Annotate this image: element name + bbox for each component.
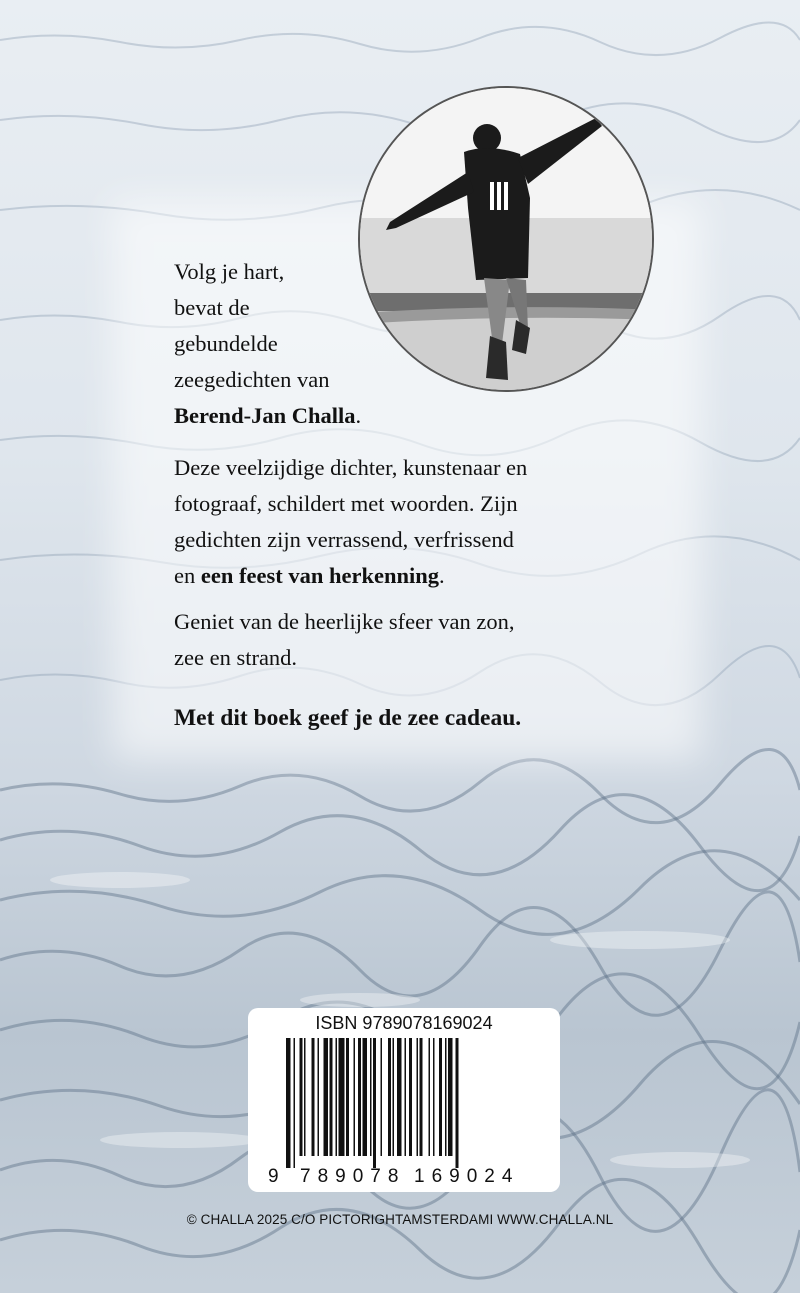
intro-line: bevat de <box>174 295 250 320</box>
barcode-bar <box>405 1038 407 1156</box>
description-line: Deze veelzijdige dichter, kunstenaar en <box>174 455 528 480</box>
barcode-bar <box>381 1038 383 1156</box>
barcode-bar <box>445 1038 447 1156</box>
barcode-bar <box>397 1038 402 1156</box>
isbn-label: ISBN 9789078169024 <box>315 1013 493 1033</box>
tagline: Met dit boek geef je de zee cadeau. <box>174 705 522 731</box>
barcode-box <box>248 1008 560 1192</box>
enjoy-line: zee en strand. <box>174 645 298 670</box>
barcode-icon <box>286 1038 522 1168</box>
barcode-bar <box>388 1038 391 1156</box>
barcode-bar <box>456 1038 459 1168</box>
barcode-bar <box>358 1038 361 1156</box>
enjoy-paragraph <box>174 604 644 676</box>
barcode-bar <box>336 1038 338 1156</box>
barcode-bar <box>294 1038 296 1168</box>
intro-line: Volg je hart, <box>174 259 285 284</box>
description-line: fotograaf, schildert met woorden. Zijn <box>174 491 518 516</box>
barcode-bar <box>439 1038 442 1156</box>
isbn-digits-right: 169024 <box>414 1166 520 1187</box>
barcode-bar <box>363 1038 368 1156</box>
isbn-digits-left: 789078 <box>300 1166 406 1187</box>
copyright-footer: © CHALLA 2025 C/O PICTORIGHTAMSTERDAMI WWW.CHALLA.NL <box>186 1212 614 1227</box>
barcode-bar <box>330 1038 333 1156</box>
barcode-bar <box>318 1038 320 1156</box>
description-paragraph <box>174 450 644 594</box>
barcode-bar <box>433 1038 435 1156</box>
author-name: Berend-Jan Challa <box>174 403 356 428</box>
description-highlight: een feest van herkenning <box>200 563 439 588</box>
author-suffix: . <box>355 403 362 428</box>
barcode-bar <box>409 1038 412 1156</box>
intro-line: zeegedichten van <box>174 367 330 392</box>
barcode-bar <box>420 1038 423 1156</box>
barcode-bar <box>448 1038 453 1156</box>
barcode-bar <box>346 1038 349 1156</box>
barcode-bar <box>324 1038 329 1156</box>
intro-author-line <box>174 398 404 434</box>
barcode-bar <box>354 1038 356 1156</box>
barcode-bar <box>373 1038 376 1168</box>
barcode-bar <box>393 1038 395 1156</box>
intro-line: gebundelde <box>174 331 278 356</box>
person-on-beach-icon <box>360 88 654 392</box>
description-line: gedichten zijn verrassend, verfrissend <box>174 527 514 552</box>
enjoy-line: Geniet van de heerlijke sfeer van zon, <box>174 609 515 634</box>
description-line <box>174 558 644 594</box>
barcode-bar <box>312 1038 315 1156</box>
description-suffix: . <box>439 563 445 588</box>
barcode-bar <box>286 1038 291 1168</box>
barcode-bar <box>429 1038 431 1156</box>
barcode-bar <box>370 1038 372 1156</box>
barcode-bar <box>300 1038 303 1156</box>
barcode-bar <box>417 1038 419 1156</box>
description-prefix: en <box>174 563 201 588</box>
barcode-bar <box>339 1038 345 1156</box>
intro-paragraph <box>174 254 404 434</box>
barcode-bar <box>304 1038 306 1156</box>
isbn-digit-first: 9 <box>268 1166 279 1187</box>
